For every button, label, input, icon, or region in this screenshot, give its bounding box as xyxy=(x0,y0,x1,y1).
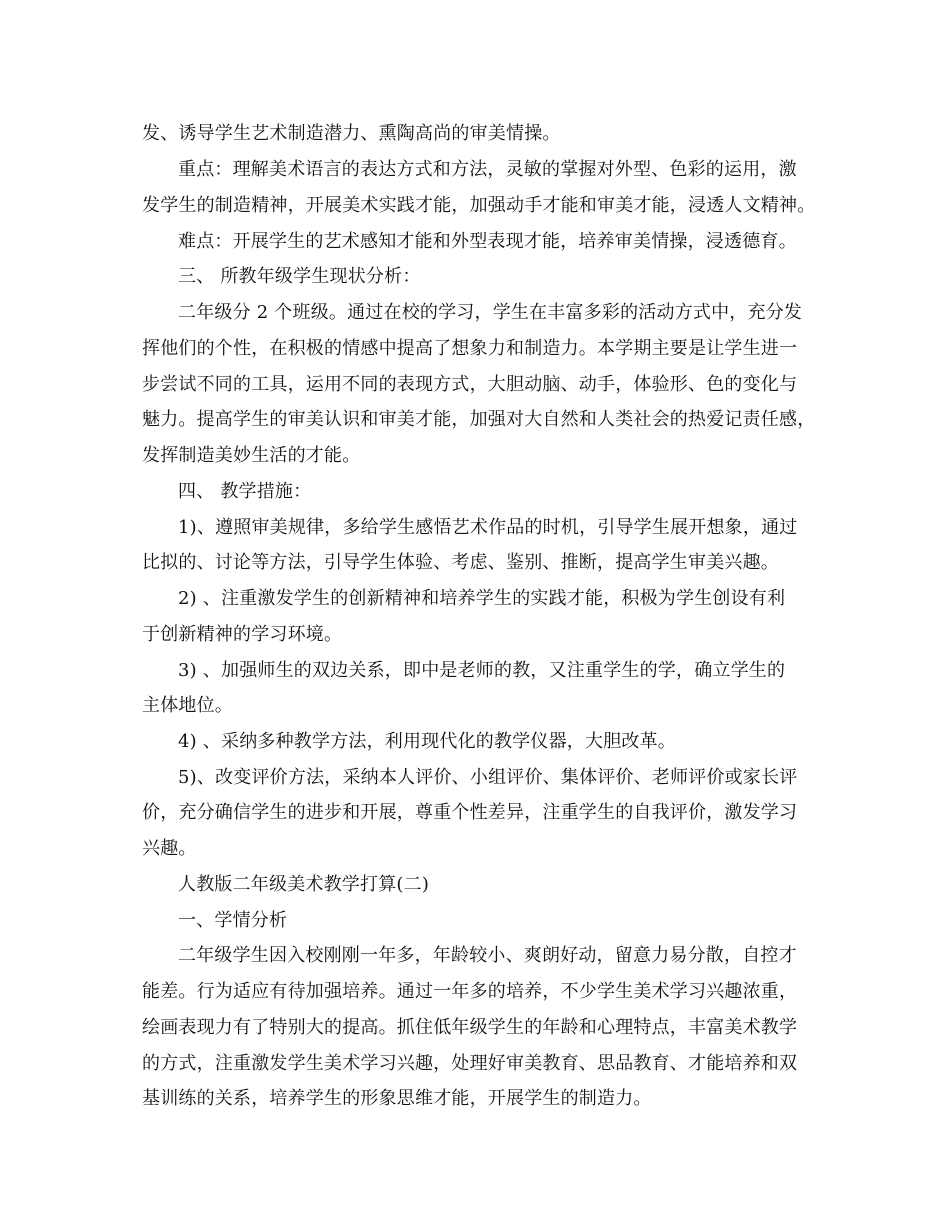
text-line: 发挥制造美妙生活的才能。 xyxy=(142,445,361,466)
text-line: 挥他们的个性，在积极的情感中提高了想象力和制造力。本学期主要是让学生进一 xyxy=(142,338,798,359)
section-heading: 一、学情分析 xyxy=(178,910,288,931)
text-line: 发学生的制造精神，开展美术实践才能，加强动手才能和审美才能，浸透人文精神。 xyxy=(142,195,816,216)
text-line: 难点：开展学生的艺术感知才能和外型表现才能，培养审美情操，浸透德育。 xyxy=(178,231,797,252)
text-line: 于创新精神的学习环境。 xyxy=(142,624,343,645)
text-line: 比拟的、讨论等方法，引导学生体验、考虑、鉴别、推断，提高学生审美兴趣。 xyxy=(142,552,779,573)
document-title: 人教版二年级美术教学打算(二) xyxy=(178,874,430,895)
text-line: 二年级学生因入校刚刚一年多，年龄较小、爽朗好动，留意力易分散，自控才 xyxy=(178,945,797,966)
text-line: 主体地位。 xyxy=(142,695,233,716)
text-line: 的方式，注重激发学生美术学习兴趣，处理好审美教育、思品教育、才能培养和双 xyxy=(142,1053,798,1074)
text-line: 4) 、采纳多种教学方法，利用现代化的教学仪器，大胆改革。 xyxy=(178,731,676,752)
text-line: 绘画表现力有了特别大的提高。抓住低年级学生的年龄和心理特点，丰富美术教学 xyxy=(142,1017,798,1038)
text-line: 2) 、注重激发学生的创新精神和培养学生的实践才能，积极为学生创设有利 xyxy=(178,588,786,609)
text-line: 基训练的关系，培养学生的形象思维才能，开展学生的制造力。 xyxy=(142,1088,652,1109)
text-line: 步尝试不同的工具，运用不同的表现方式，大胆动脑、动手，体验形、色的变化与 xyxy=(142,374,798,395)
text-line: 5)、改变评价方法，采纳本人评价、小组评价、集体评价、老师评价或家长评 xyxy=(178,767,798,788)
text-line: 兴趣。 xyxy=(142,838,197,859)
text-line: 价，充分确信学生的进步和开展，尊重个性差异，注重学生的自我评价，激发学习 xyxy=(142,802,798,823)
text-line: 二年级分 2 个班级。通过在校的学习，学生在丰富多彩的活动方式中，充分发 xyxy=(178,302,803,323)
section-heading: 四、 教学措施： xyxy=(178,481,312,502)
text-line: 1)、遵照审美规律，多给学生感悟艺术作品的时机，引导学生展开想象，通过 xyxy=(178,517,798,538)
text-line: 魅力。提高学生的审美认识和审美才能，加强对大自然和人类社会的热爱记责任感， xyxy=(142,409,816,430)
text-line: 3) 、加强师生的双边关系，即中是老师的教，又注重学生的学，确立学生的 xyxy=(178,660,786,681)
text-line: 重点：理解美术语言的表达方式和方法，灵敏的掌握对外型、色彩的运用，激 xyxy=(178,159,797,180)
text-line: 能差。行为适应有待加强培养。通过一年多的培养，不少学生美术学习兴趣浓重， xyxy=(142,981,798,1002)
section-heading: 三、 所教年级学生现状分析： xyxy=(178,266,421,287)
text-line: 发、诱导学生艺术制造潜力、熏陶高尚的审美情操。 xyxy=(142,123,561,144)
